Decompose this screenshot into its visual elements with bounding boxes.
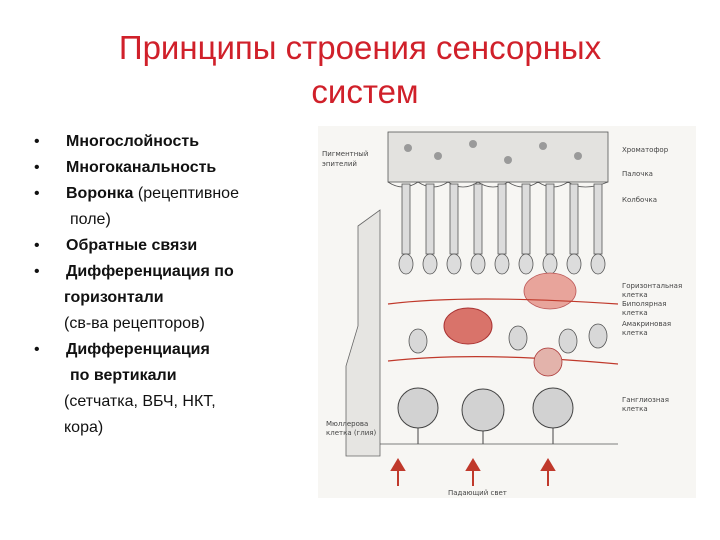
bullet-dot: • [34, 133, 40, 150]
label-chromatophore: Хроматофор [622, 146, 669, 154]
label-amacrine-cell-2: клетка [622, 329, 648, 337]
label-horizontal-cell: Горизонтальная [622, 282, 683, 290]
highlighted-cone [524, 273, 576, 309]
bullet-text: Дифференциация [66, 341, 210, 358]
bullet-dot: • [34, 263, 40, 280]
bullet-item [34, 262, 334, 282]
bullet-list [34, 132, 334, 444]
title-line-2: систем [311, 73, 419, 110]
bullet-continuation: (сетчатка, ВБЧ, НКТ, [64, 393, 216, 410]
bullet-continuation: кора) [64, 419, 104, 436]
label-muller-cell: Мюллерова [326, 420, 369, 428]
label-pigment-epithelium: Пигментный [322, 150, 369, 158]
bullet-dot: • [34, 159, 40, 176]
bullet-continuation: по вертикали [70, 367, 177, 384]
label-amacrine-cell: Амакриновая [622, 320, 672, 328]
horizontal-cell [444, 308, 492, 344]
bullet-continuation: (св-ва рецепторов) [64, 315, 205, 332]
slide-title [0, 26, 720, 114]
bullet-item [34, 132, 334, 152]
bullet-item [34, 158, 334, 178]
label-bipolar-cell-2: клетка [622, 309, 648, 317]
bullet-dot: • [34, 237, 40, 254]
bullet-item [34, 184, 334, 204]
label-rod: Палочка [622, 170, 653, 178]
amacrine-cell [534, 348, 562, 376]
bullet-dot: • [34, 341, 40, 358]
label-horizontal-cell-2: клетка [622, 291, 648, 299]
label-bipolar-cell: Биполярная [622, 300, 667, 308]
bullet-item [34, 340, 334, 360]
photoreceptor-layer [399, 184, 605, 274]
retina-diagram [318, 126, 696, 498]
title-line-1: Принципы строения сенсорных [118, 29, 602, 66]
bullet-continuation: поле) [70, 211, 111, 228]
pigment-epithelium [388, 132, 608, 187]
label-cone: Колбочка [622, 196, 657, 204]
label-ganglion-cell: Ганглиозная [622, 396, 669, 404]
bullet-text: Обратные связи [66, 237, 198, 254]
bullet-text: Многоканальность [66, 159, 217, 176]
label-ganglion-cell-2: клетка [622, 405, 648, 413]
label-muller-cell-2: клетка (глия) [326, 429, 377, 437]
bullet-text: Воронка [66, 185, 134, 202]
bullet-dot: • [34, 185, 40, 202]
bullet-text-rest: (рецептивное [133, 185, 239, 202]
label-incident-light: Падающий свет [448, 489, 507, 497]
bullet-item [34, 236, 334, 256]
bullet-continuation: горизонтали [64, 289, 164, 306]
label-pigment-epithelium-2: эпителий [322, 160, 357, 168]
bullet-text: Дифференциация по [66, 263, 234, 280]
bullet-text: Многослойность [66, 133, 200, 150]
